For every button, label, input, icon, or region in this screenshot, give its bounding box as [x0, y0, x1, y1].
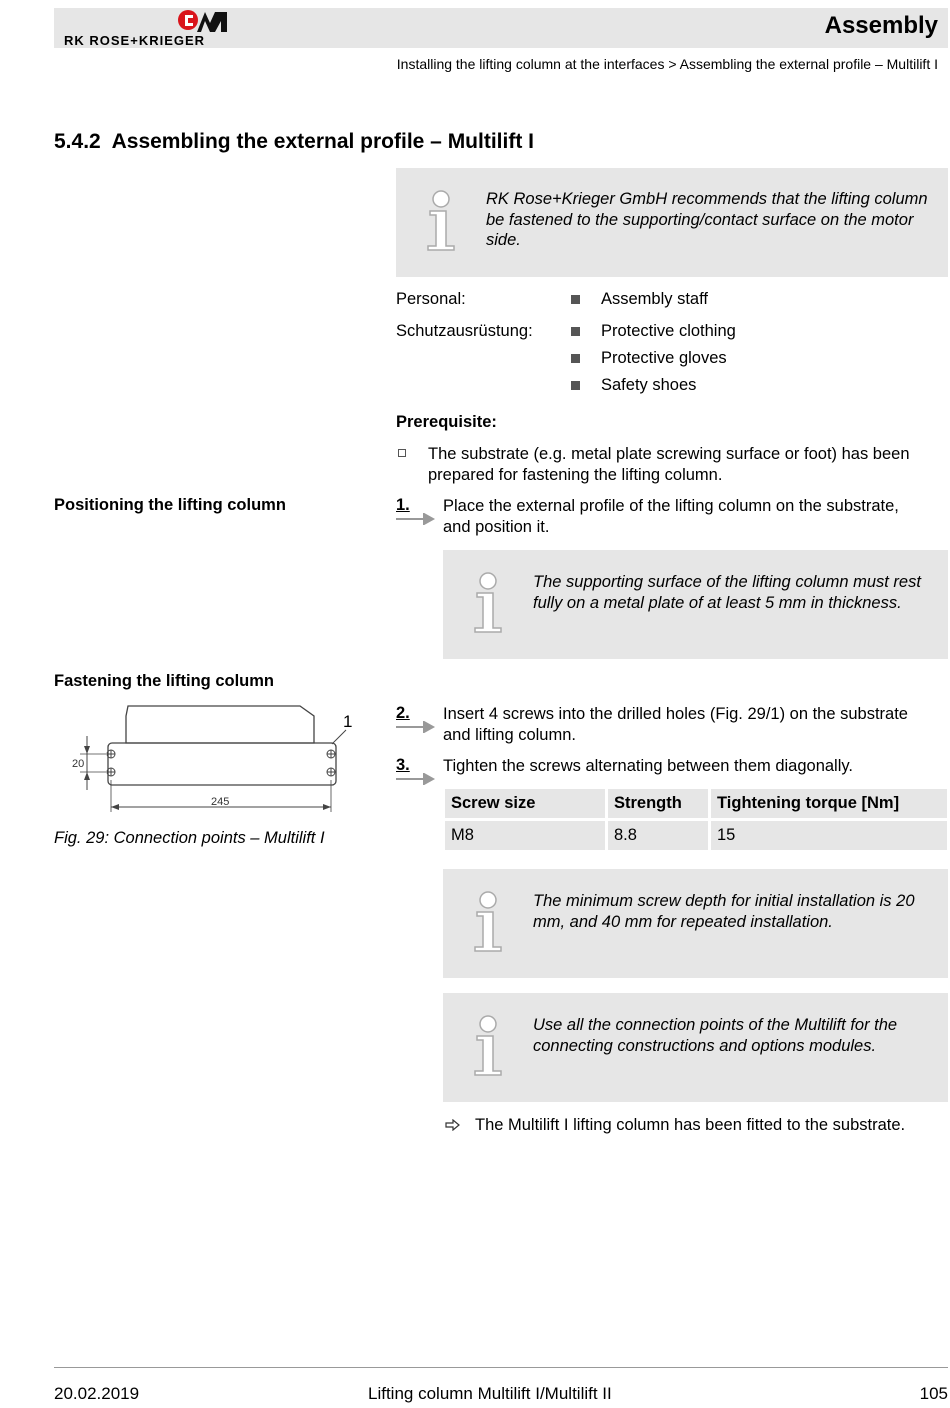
info-note-1	[396, 168, 948, 277]
prerequisite-label: Prerequisite:	[396, 413, 497, 431]
page-number: 105	[919, 1384, 948, 1403]
footer-title: Lifting column Multilift I/Multilift II	[368, 1384, 612, 1403]
step-number: 2.	[396, 704, 410, 722]
info-icon	[471, 572, 505, 634]
info-icon	[471, 891, 505, 953]
table-header-row	[445, 789, 947, 818]
step-arrow-icon	[396, 721, 436, 733]
personnel-item: Assembly staff	[601, 290, 708, 308]
dimension-height-label: 20	[72, 758, 85, 770]
protective-label: Schutzausrüstung:	[396, 322, 533, 340]
dimension-width-label: 245	[211, 796, 230, 808]
prerequisite-text: The substrate (e.g. metal plate screwing surface or foot) has been prepared for fastening the lifting column.	[428, 445, 910, 484]
info-icon	[424, 190, 458, 252]
info-note-2	[443, 550, 948, 659]
table-cell: 15	[711, 821, 947, 850]
company-name: RK ROSE+KRIEGER	[64, 33, 206, 48]
footer-divider	[54, 1367, 948, 1368]
breadcrumb: Installing the lifting column at the interfaces > Assembling the external profile – Multilift I	[396, 56, 938, 72]
bullet-icon	[571, 295, 580, 304]
info-note-3	[443, 869, 948, 978]
note-text: The minimum screw depth for initial installation is 20 mm, and 40 mm for repeated installation.	[533, 892, 915, 931]
chapter-title: Assembly	[824, 12, 938, 39]
note-text: Use all the connection points of the Multilift for the connecting constructions and options modules.	[533, 1016, 898, 1055]
step-number: 3.	[396, 756, 410, 774]
step-arrow-icon	[396, 513, 436, 525]
side-heading-fastening: Fastening the lifting column	[54, 672, 274, 690]
side-heading-positioning: Positioning the lifting column	[54, 496, 286, 514]
info-note-4	[443, 993, 948, 1102]
company-logo-icon	[177, 9, 229, 33]
footer-date: 20.02.2019	[54, 1384, 140, 1403]
table-cell: M8	[445, 821, 605, 850]
step-text: Tighten the screws alternating between them diagonally.	[443, 757, 853, 775]
table-header: Strength	[608, 789, 708, 818]
result-text: The Multilift I lifting column has been fitted to the substrate.	[475, 1116, 906, 1134]
section-title: 5.4.2 Assembling the external profile – Multilift I	[54, 130, 534, 153]
personnel-label: Personal:	[396, 290, 466, 308]
figure-caption: Fig. 29: Connection points – Multilift I	[54, 829, 325, 847]
protective-item: Protective clothing	[601, 322, 736, 340]
bullet-icon	[571, 381, 580, 390]
screw-spec-table	[442, 786, 950, 853]
protective-item: Protective gloves	[601, 349, 727, 367]
table-header: Screw size	[445, 789, 605, 818]
step-text: Insert 4 screws into the drilled holes (Fig. 29/1) on the substrate and lifting column.	[443, 705, 908, 744]
table-cell: 8.8	[608, 821, 708, 850]
protective-item: Safety shoes	[601, 376, 697, 394]
checkbox-bullet-icon	[398, 449, 406, 457]
step-text: Place the external profile of the lifting column on the substrate, and position it.	[443, 497, 899, 536]
result-arrow-icon	[445, 1119, 461, 1131]
note-text: The supporting surface of the lifting column must rest fully on a metal plate of at least 5 mm in thickness.	[533, 573, 921, 612]
bullet-icon	[571, 327, 580, 336]
table-header: Tightening torque [Nm]	[711, 789, 947, 818]
bullet-icon	[571, 354, 580, 363]
note-text: RK Rose+Krieger GmbH recommends that the lifting column be fastened to the supporting/contact surface on the motor side.	[486, 190, 928, 249]
figure-callout: 1	[343, 712, 353, 731]
table-row	[445, 821, 947, 850]
step-number: 1.	[396, 496, 410, 514]
info-icon	[471, 1015, 505, 1077]
step-arrow-icon	[396, 773, 436, 785]
